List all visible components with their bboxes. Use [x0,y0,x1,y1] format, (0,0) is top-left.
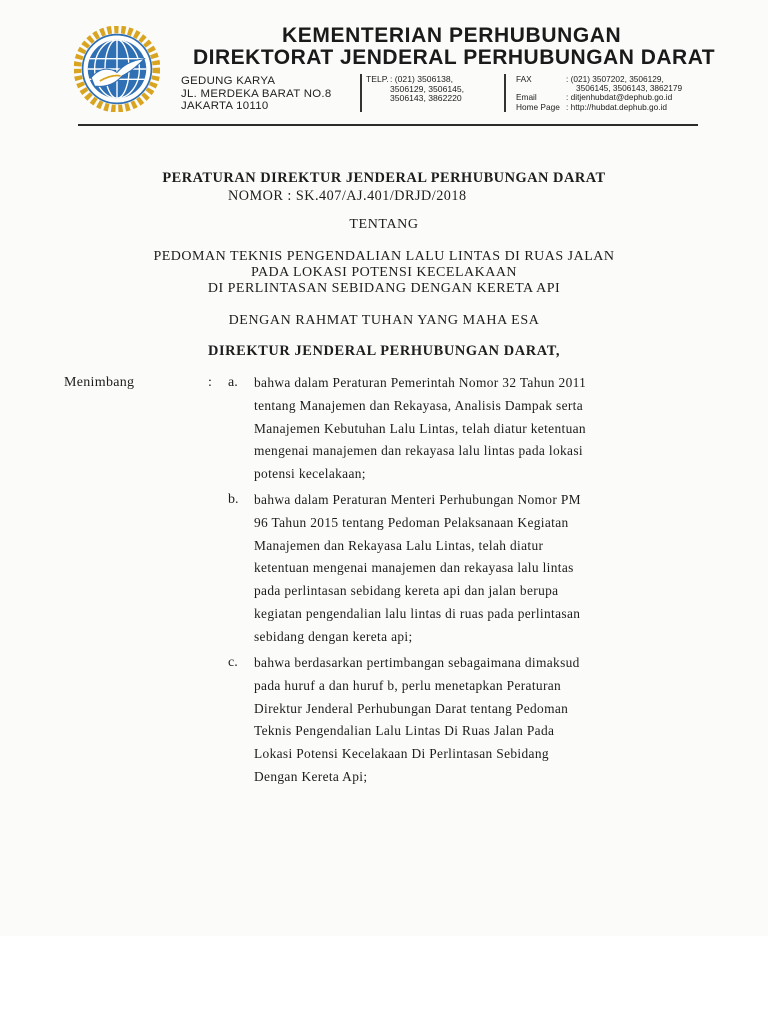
text-line: potensi kecelakaan; [254,466,366,482]
item-letter-c: c. [228,655,238,670]
text-line: pada perlintasan sebidang kereta api dan jalan berupa [254,583,559,599]
fax-value: 3506145, 3506143, 3862179 [576,83,683,94]
text-line: tentang Manajemen dan Rekayasa, Analisis Dampak serta [254,397,584,413]
item-letter-a: a. [228,375,238,390]
text-line: bahwa dalam Peraturan Menteri Perhubungan Nomor PM [254,492,581,507]
address-line: GEDUNG KARYA [181,75,276,87]
official-title: DIREKTUR JENDERAL PERHUBUNGAN DARAT, [207,343,561,359]
directorate-name: DIREKTORAT JENDERAL PERHUBUNGAN DARAT [193,46,716,69]
tentang-heading: TENTANG [349,217,419,232]
fax-label: FAX [516,74,532,84]
text-line: Dengan Kereta Api; [254,768,368,784]
text-line: Manajemen dan Rekayasa Lalu Lintas, telah diatur [254,537,544,553]
text-line: 96 Tahun 2015 tentang Pedoman Pelaksanaan Kegiatan [254,514,569,530]
menimbang-colon: : [208,375,212,390]
text-line: ketentuan mengenai manajemen dan rekayasa lalu lintas [254,560,574,576]
item-letter-b: b. [228,492,239,507]
text-line: Lokasi Potensi Kecelakaan Di Perlintasan Sebidang [254,746,549,762]
text-line: bahwa dalam Peraturan Pemerintah Nomor 32 Tahun 2011 [254,375,587,390]
email-value: : ditjenhubdat@dephub.go.id [566,92,673,103]
text-line: Direktur Jenderal Perhubungan Darat tentang Pedoman [254,700,569,716]
menimbang-label: Menimbang [64,375,135,390]
text-line: bahwa berdasarkan pertimbangan sebagaimana dimaksud [254,655,580,670]
consideration-c [254,652,696,789]
regulation-title: PERATURAN DIREKTUR JENDERAL PERHUBUNGAN DARAT [162,170,606,186]
address-line: JAKARTA 10110 [181,100,269,113]
telp-value: 3506143, 3862220 [390,93,462,104]
consideration-a [254,372,696,486]
text-line: Teknis Pengendalian Lalu Lintas Di Ruas Jalan Pada [254,723,555,739]
text-line: pada huruf a dan huruf b, perlu menetapkan Peraturan [254,677,562,693]
letterhead-rule [78,124,698,126]
subject-line: DI PERLINTASAN SEBIDANG DENGAN KERETA API [207,281,561,296]
divider [504,74,506,112]
ministry-name: KEMENTERIAN PERHUBUNGAN [282,24,622,47]
text-line: mengenai manajemen dan rekayasa lalu lintas pada lokasi [254,443,583,459]
regulation-subject [0,249,768,297]
invocation: DENGAN RAHMAT TUHAN YANG MAHA ESA [228,313,540,328]
address-line: JL. MERDEKA BARAT NO.8 [181,87,332,100]
text-line: kegiatan pengendalian lalu lintas di ruas pada perlintasan [254,605,581,621]
regulation-number: NOMOR : SK.407/AJ.401/DRJD/2018 [228,188,467,204]
telp-label: TELP. [366,74,389,84]
telp-value: 3506129, 3506145, [390,83,465,94]
subject-line: PEDOMAN TEKNIS PENGENDALIAN LALU LINTAS DI RUAS JALAN [153,249,615,264]
homepage-label: Home Page [516,101,560,112]
text-line: Manajemen Kebutuhan Lalu Lintas, telah diatur ketentuan [254,420,586,436]
office-address [181,75,332,113]
email-label: Email [516,92,537,103]
fax-email-block [516,75,682,112]
ministry-emblem-icon [74,26,160,112]
text-line: sebidang dengan kereta api; [254,628,413,644]
subject-line: PADA LOKASI POTENSI KECELAKAAN [250,265,518,280]
consideration-b [254,489,696,649]
homepage-value: : http://hubdat.dephub.go.id [566,101,668,112]
fax-value: : (021) 3507202, 3506129, [566,74,664,84]
telephone-block [366,75,464,104]
divider [360,74,362,112]
telp-value: : (021) 3506138, [390,74,454,84]
